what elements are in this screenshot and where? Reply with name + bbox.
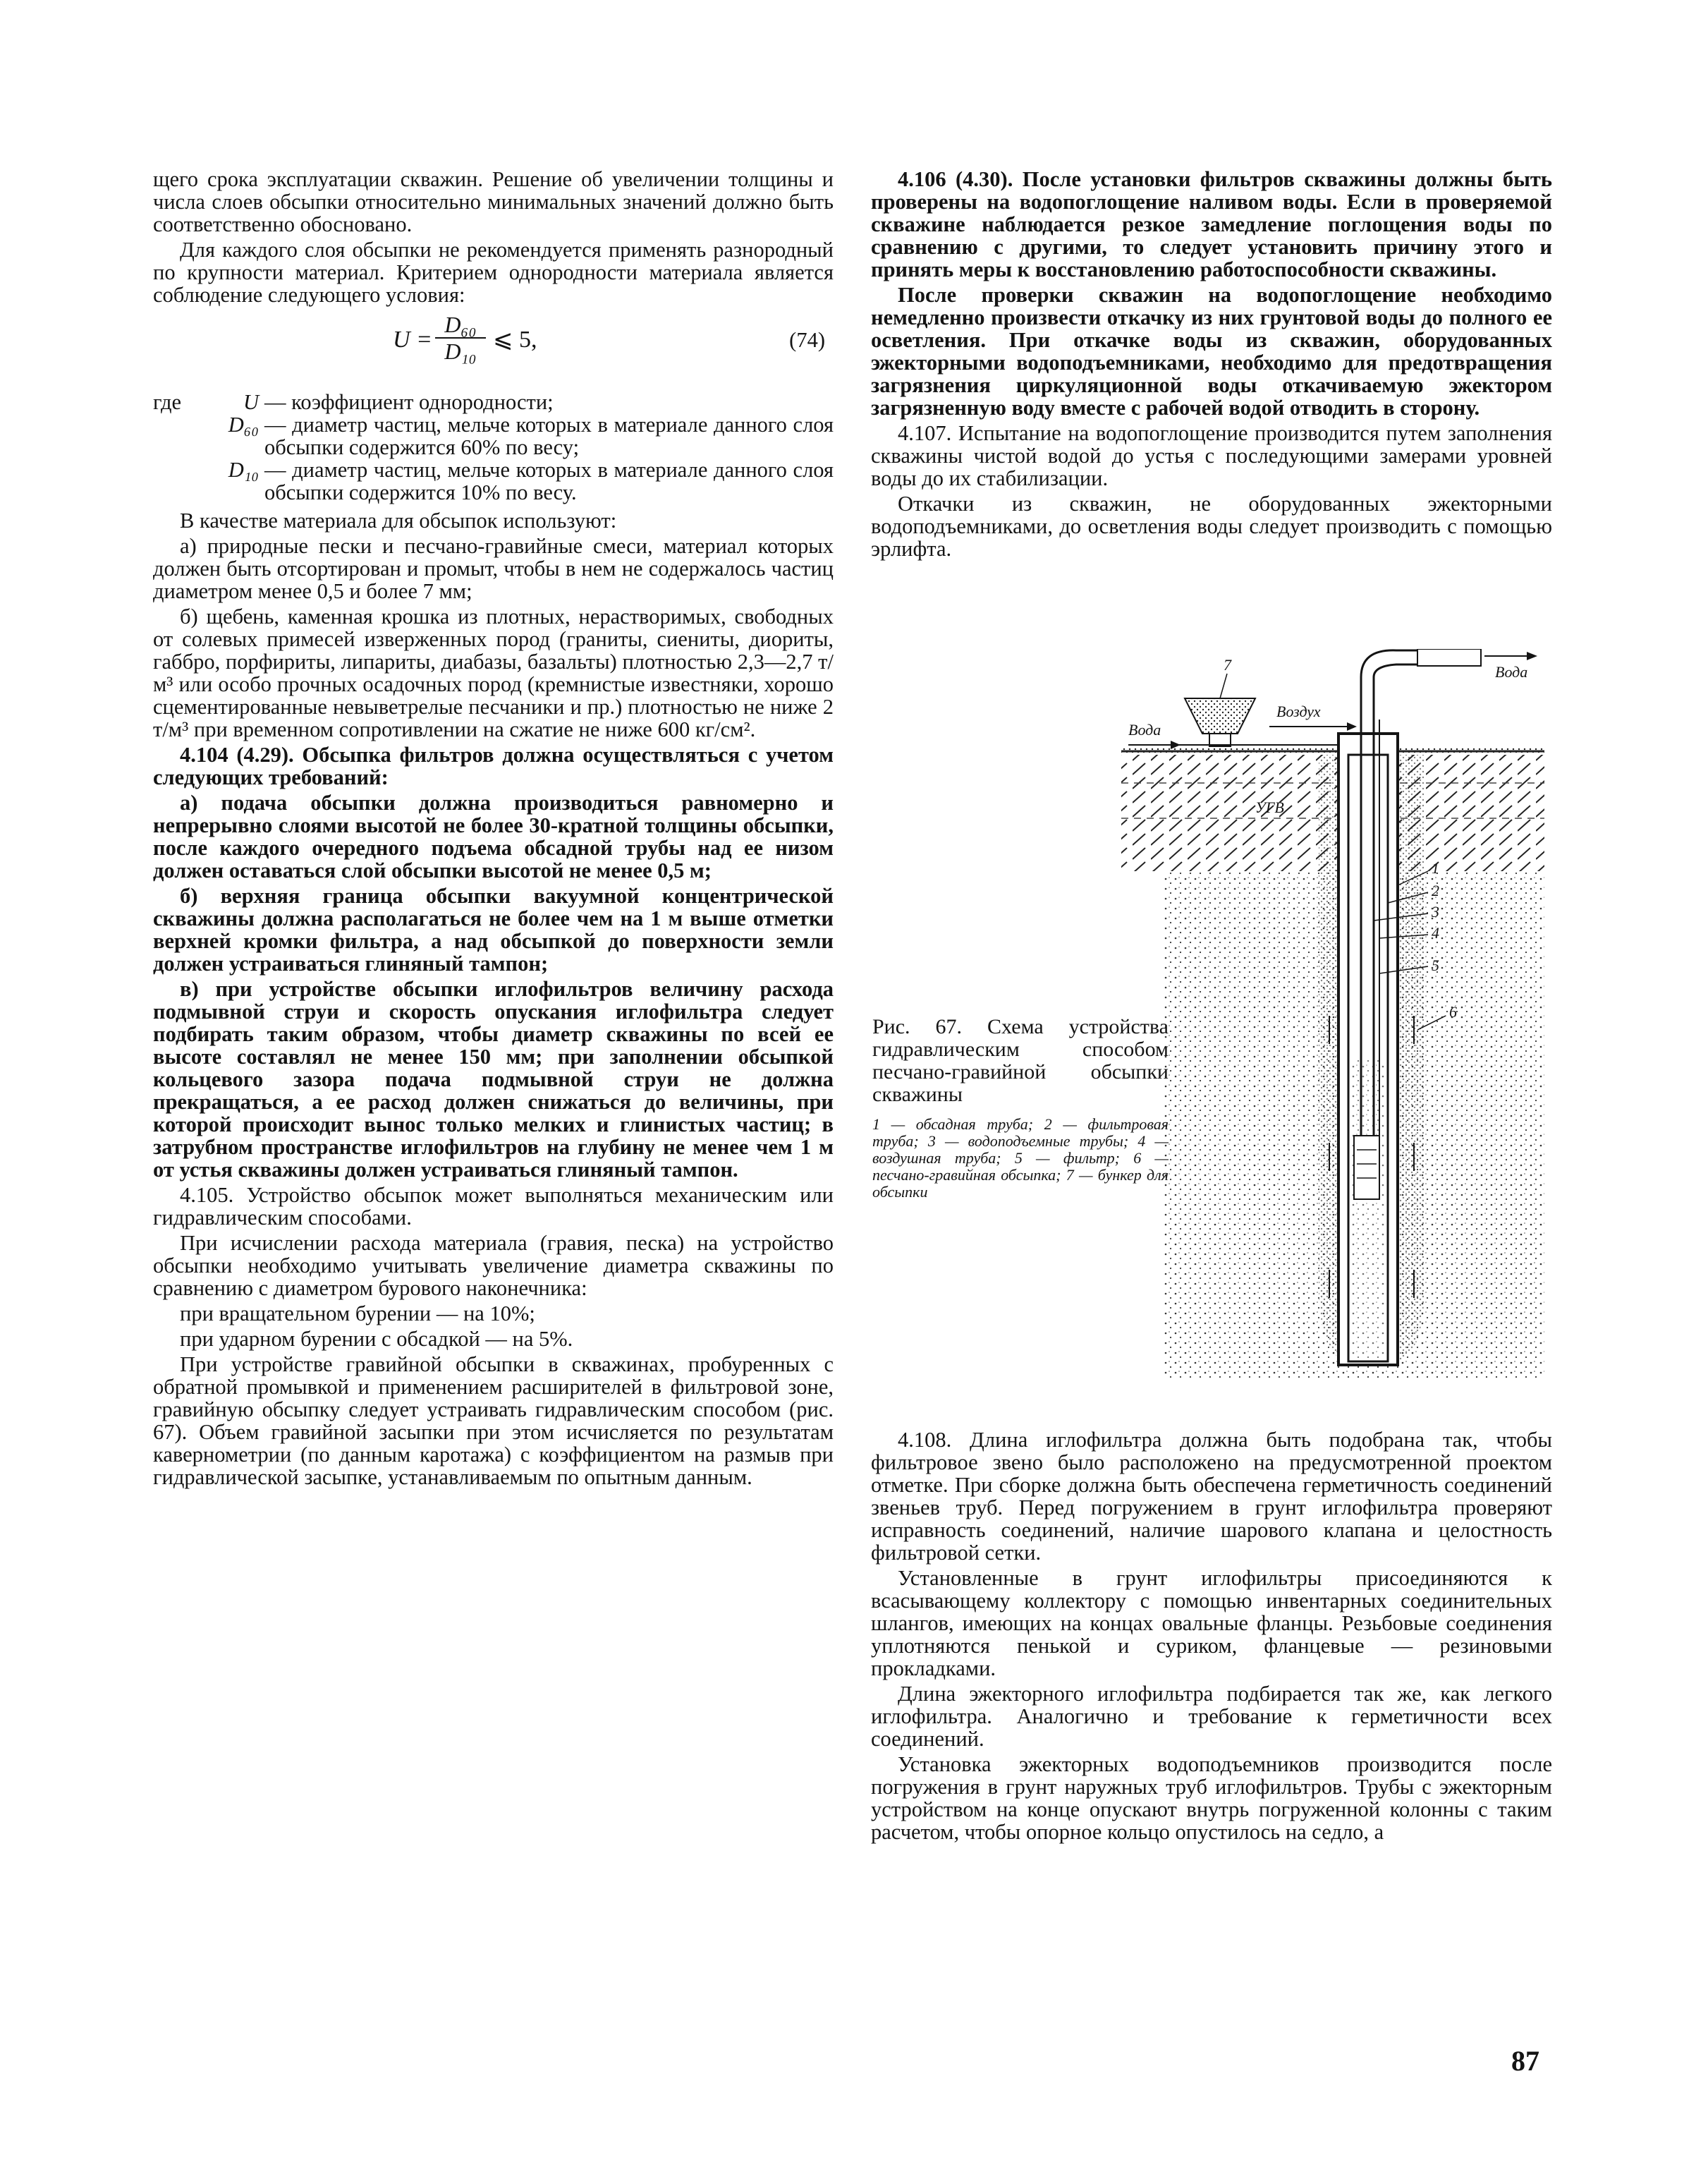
- paragraph: в) при устройстве обсыпки иглофильтров величину расхода подмывной струи и скорость опускания иглофильтра следует подбирать таким образом, чтобы диаметр скважины по всей ее высоте составлял не менее 150 мм; при заполнении обсыпкой кольцевого зазора подача подмывной струи не должна прекращаться, а ее расход должен снижаться до величины, при которой происходит вынос только мелких и глинистых частиц; в затрубном пространстве иглофильтров на глубину не менее чем 1 м от устья скважины должен устраиваться глиняный тампон.: [153, 977, 834, 1182]
- section-4-105: 4.105. Устройство обсыпок может выполняться механическим или гидравлическим способами.: [153, 1183, 834, 1230]
- paragraph: Для каждого слоя обсыпки не рекомендуется применять разнородный по крупности материал. Критерием однородности материала является соблюдение следующего условия:: [153, 238, 834, 307]
- filter-section: [1354, 1136, 1379, 1199]
- def-symbol: U: [243, 390, 259, 414]
- formula-74: [153, 313, 834, 378]
- paragraph: Установка эжекторных водоподъемников производится после погружения в грунт наружных труб иглофильтров. Трубы с эжекторным устройством на конце опускают внутрь погруженной колонны с таким расчетом, чтобы опорное кольцо опустилось на седло, а: [871, 1752, 1552, 1844]
- paragraph: Откачки из скважин, не оборудованных эжекторными водоподъемниками, до осветления воды следует производить с помощью эрлифта.: [871, 492, 1552, 561]
- caption-title: Рис. 67. Схема устройства гидравлическим способом песчано-гравийной обсыпки скважины: [872, 1015, 1169, 1106]
- surface-layer: [1121, 748, 1544, 753]
- paragraph: б) верхняя граница обсыпки вакуумной концентрической скважины должна располагаться не более чем на 1 м выше отметки верхней кромки фильтра, а над обсыпкой до поверхности земли должен устраиваться глиняный тампон;: [153, 884, 834, 976]
- symbol-definitions: [153, 391, 834, 504]
- label-4: 4: [1432, 924, 1439, 942]
- paragraph: щего срока эксплуатации скважин. Решение об увеличении толщины и числа слоев обсыпки относительно минимальных значений должно быть соответственно обосновано.: [153, 167, 834, 236]
- def-symbol: D₆₀: [228, 413, 259, 437]
- formula-lhs: U =: [393, 327, 432, 353]
- label-2: 2: [1432, 882, 1439, 899]
- label-ugv: УГВ: [1255, 799, 1284, 816]
- paragraph: б) щебень, каменная крошка из плотных, нерастворимых, свободных от солевых примесей изверженных пород (граниты, сиениты, диориты, габбро, порфириты, липариты, диабазы, базальты) плотностью 2,3—2,7 т/м³ или особо прочных осадочных пород (кремнистые известняки, хорошо сцементированные невыветрелые песчаники и пр.) плотностью не ниже 2 т/м³ при временном сопротивлении на сжатие не ниже 600 кг/см².: [153, 605, 834, 741]
- def-text: — диаметр частиц, мельче которых в материале данного слоя обсыпки содержится 10% по весу.: [264, 458, 834, 504]
- list-item: при вращательном бурении — на 10%;: [180, 1301, 535, 1325]
- paragraph: Длина эжекторного иглофильтра подбирается так же, как легкого иглофильтра. Аналогично и требование к герметичности всех соединений.: [871, 1682, 1552, 1751]
- paragraph: а) подача обсыпки должна производиться равномерно и непрерывно слоями высотой не более 30-кратной толщины обсыпки, после каждого очередного подъема обсадной трубы над ее низом должен оставаться слой обсыпки высотой не менее 0,5 м;: [153, 791, 834, 882]
- section-4-106: 4.106 (4.30). После установки фильтров скважины должны быть проверены на водопоглощение наливом воды. Если в проверяемой скважине наблюдается резкое замедление поглощения воды по сравнению с другими, то следует установить причину этого и принять меры к восстановлению работоспособности скважины.: [871, 167, 1552, 281]
- page-number: 87: [1511, 2045, 1539, 2077]
- outlet-pipe: [1417, 649, 1481, 666]
- label-3: 3: [1432, 903, 1439, 921]
- caption-legend: 1 — обсадная труба; 2 — фильтровая труба; 3 — водоподъемные трубы; 4 — воздушная труба; 5 — фильтр; 6 — песчано-гравийная обсыпка; 7 — бункер для обсыпки: [872, 1115, 1169, 1201]
- well-diagram: [1114, 649, 1551, 1383]
- formula-fraction: [435, 313, 486, 363]
- paragraph: В качестве материала для обсыпок используют:: [180, 509, 617, 533]
- section-4-108: 4.108. Длина иглофильтра должна быть подобрана так, чтобы фильтровое звено было расположено на предусмотренной проектом отметке. При сборке должна быть обеспечена герметичность соединений звеньев труб. Перед погружением в грунт иглофильтра проверяют исправность соединений, наличие шарового клапана и целостность фильтровой сетки.: [871, 1428, 1552, 1565]
- label-1: 1: [1432, 859, 1439, 877]
- label-5: 5: [1432, 957, 1439, 974]
- paragraph: Установленные в грунт иглофильтры присоединяются к всасывающему коллектору с помощью инвентарных соединительных шлангов, имеющих на концах овальные фланцы. Резьбовые соединения уплотняются пенькой и суриком, фланцевые — резиновыми прокладками.: [871, 1566, 1552, 1680]
- label-water-in: Вода: [1128, 721, 1161, 739]
- paragraph: а) природные пески и песчано-гравийные смеси, материал которых должен быть отсортирован и промыт, чтобы в нем не содержалось частиц диаметром менее 0,5 и более 7 мм;: [153, 534, 834, 603]
- label-6: 6: [1449, 1003, 1457, 1021]
- figure-caption: [872, 1016, 1169, 1201]
- section-4-107: 4.107. Испытание на водопоглощение производится путем заполнения скважины чистой водой до устья с последующими замерами уровней воды до их стабилизации.: [871, 421, 1552, 490]
- right-column-bottom: [871, 1428, 1552, 1846]
- paragraph: При исчислении расхода материала (гравия, песка) на устройство обсыпки необходимо учитывать увеличение диаметра скважины по сравнению с диаметром бурового наконечника:: [153, 1231, 834, 1300]
- formula-numerator: D₆₀: [444, 312, 477, 337]
- hopper: [1185, 698, 1255, 734]
- list-item: при ударном бурении с обсадкой — на 5%.: [180, 1327, 573, 1351]
- paragraph: После проверки скважин на водопоглощение необходимо немедленно произвести откачку из них грунтовой воды до полного ее осветления. При откачке воды из скважин, оборудованных эжекторными водоподъемниками, необходимо для предотвращения загрязнения циркуляционной воды откачиваемую эжектором загрязненную воду вместе с рабочей водой отводить в сторону.: [871, 283, 1552, 420]
- def-text: — диаметр частиц, мельче которых в материале данного слоя обсыпки содержится 60% по весу;: [264, 413, 834, 459]
- left-column: [153, 168, 834, 1491]
- right-column-top: [871, 168, 1552, 563]
- label-water-out: Вода: [1495, 663, 1528, 681]
- def-symbol: D₁₀: [228, 458, 259, 482]
- where-label: где: [153, 390, 182, 414]
- paragraph: При устройстве гравийной обсыпки в скважинах, пробуренных с обратной промывкой и применением расширителей в фильтровой зоне, гравийную обсыпку следует устраивать гидравлическим способом (рис. 67). Объем гравийной засыпки при этом исчисляется по результатам кавернометрии (по данным каротажа) с коэффициентом на размыв при гидравлической засыпке, устанавливаемым по опытным данным.: [153, 1352, 834, 1489]
- section-4-104: 4.104 (4.29). Обсыпка фильтров должна осуществляться с учетом следующих требований:: [153, 743, 834, 789]
- formula-denominator: D₁₀: [444, 339, 477, 364]
- label-air: Воздух: [1276, 703, 1321, 720]
- formula-rest: ⩽ 5,: [493, 327, 537, 353]
- def-text: — коэффициент однородности;: [264, 390, 554, 414]
- label-7: 7: [1224, 656, 1231, 674]
- formula-number: (74): [789, 328, 825, 352]
